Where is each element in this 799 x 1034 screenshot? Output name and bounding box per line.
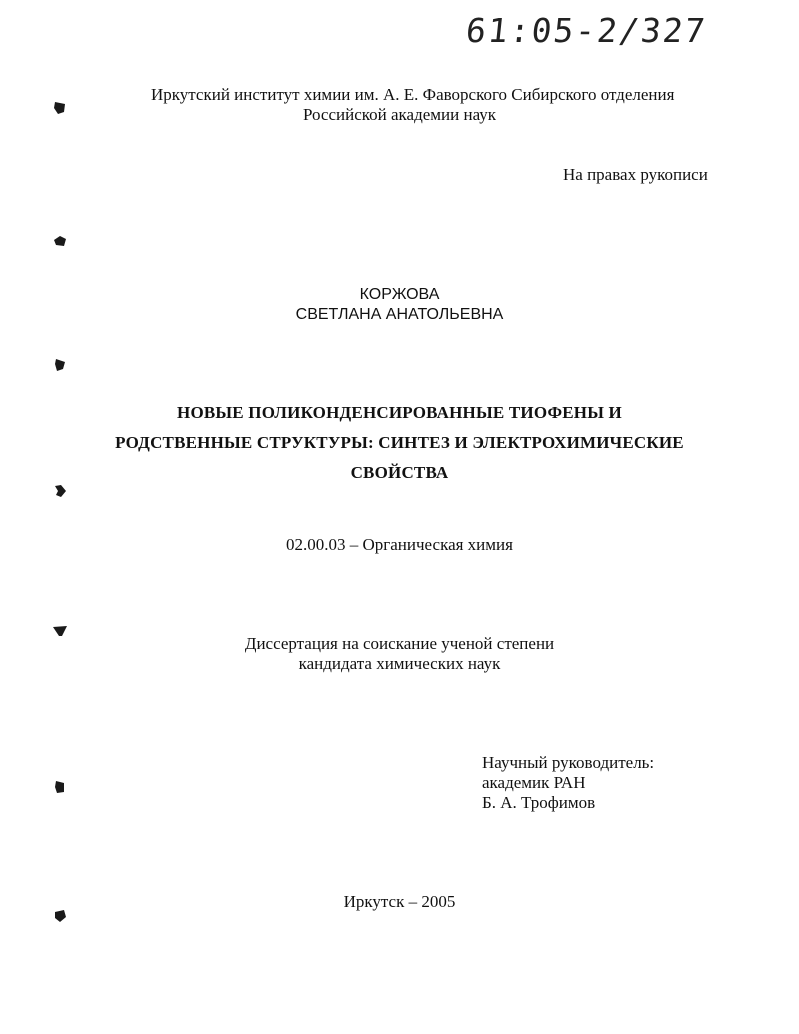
manuscript-rights-note: На правах рукописи [563,165,708,184]
punch-hole-icon [52,483,68,499]
advisor-rank: академик РАН [482,773,586,792]
institution-line-2: Российской академии наук [302,105,497,124]
dissertation-title-line-3: СВОЙСТВА [350,463,449,482]
punch-hole-icon [52,779,68,795]
dissertation-title-line-2: РОДСТВЕННЫЕ СТРУКТУРЫ: СИНТЕЗ И ЭЛЕКТРОХИМИЧЕСКИЕ [115,433,684,452]
advisor-label: Научный руководитель: [482,753,655,772]
author-surname: КОРЖОВА [359,286,440,303]
advisor-name: Б. А. Трофимов [482,793,596,812]
degree-line-1: Диссертация на соискание ученой степени [244,634,555,653]
city-year: Иркутск – 2005 [343,892,456,911]
specialty-code: 02.00.03 – Органическая химия [286,535,513,554]
punch-hole-icon [52,357,68,373]
institution-line-1: Иркутский институт химии им. А. Е. Фаворского Сибирского отделения [151,85,675,104]
author-given-names: СВЕТЛАНА АНАТОЛЬЕВНА [295,306,504,323]
punch-hole-icon [52,234,68,250]
archive-number-handwritten: 61:05-2/327 [464,11,709,50]
degree-line-2: кандидата химических наук [298,654,501,673]
dissertation-title-line-1: НОВЫЕ ПОЛИКОНДЕНСИРОВАННЫЕ ТИОФЕНЫ И [177,403,622,422]
